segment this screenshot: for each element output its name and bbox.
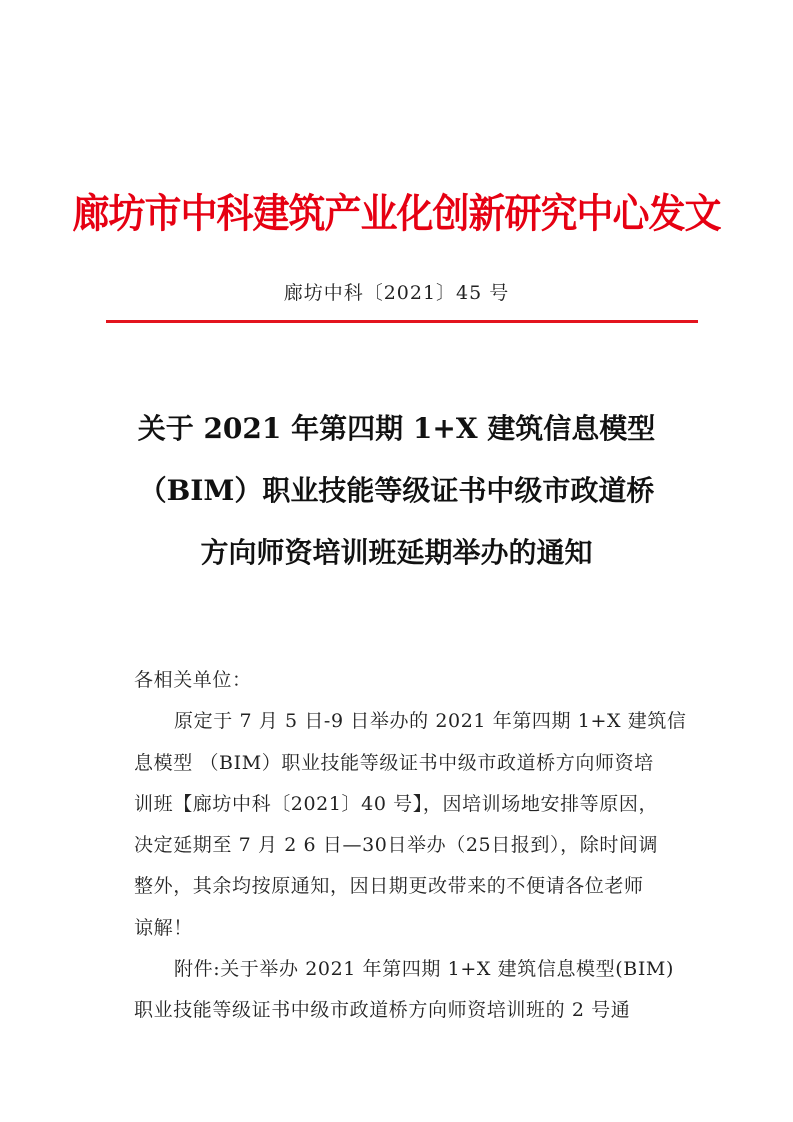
salutation: 各相关单位： [134, 669, 252, 691]
paragraph-line: 决定延期至 7 月 2 6 日—30日举办（25日报到），除时间调 [134, 834, 659, 857]
masthead-title: 廊坊市中科建筑产业化创新研究中心发文 [72, 189, 721, 237]
red-divider-line [106, 320, 698, 323]
attachment-line: 职业技能等级证书中级市政道桥方向师资培训班的 2 号通 [134, 999, 631, 1022]
paragraph-line: 息模型 （BIM）职业技能等级证书中级市政道桥方向师资培 [134, 751, 654, 774]
paragraph-line: 整外，其余均按原通知，因日期更改带来的不便请各位老师 [134, 875, 644, 898]
paragraph-line: 训班【廊坊中科〔2021〕40 号】，因培训场地安排等原因， [134, 792, 659, 815]
notice-title [0, 398, 793, 584]
document-number: 廊坊中科〔2021〕45 号 [283, 282, 510, 304]
notice-body [134, 660, 687, 1032]
notice-title-line: 关于 2021 年第四期 1+X 建筑信息模型 [137, 412, 656, 445]
notice-title-line: 方向师资培训班延期举办的通知 [200, 536, 593, 569]
paragraph-line: 谅解！ [134, 916, 193, 939]
notice-title-line: （BIM）职业技能等级证书中级市政道桥 [138, 474, 655, 507]
attachment-line: 附件:关于举办 2021 年第四期 1+X 建筑信息模型(BIM) [174, 958, 674, 981]
paragraph-line: 原定于 7 月 5 日-9 日举办的 2021 年第四期 1+X 建筑信 [174, 710, 687, 733]
